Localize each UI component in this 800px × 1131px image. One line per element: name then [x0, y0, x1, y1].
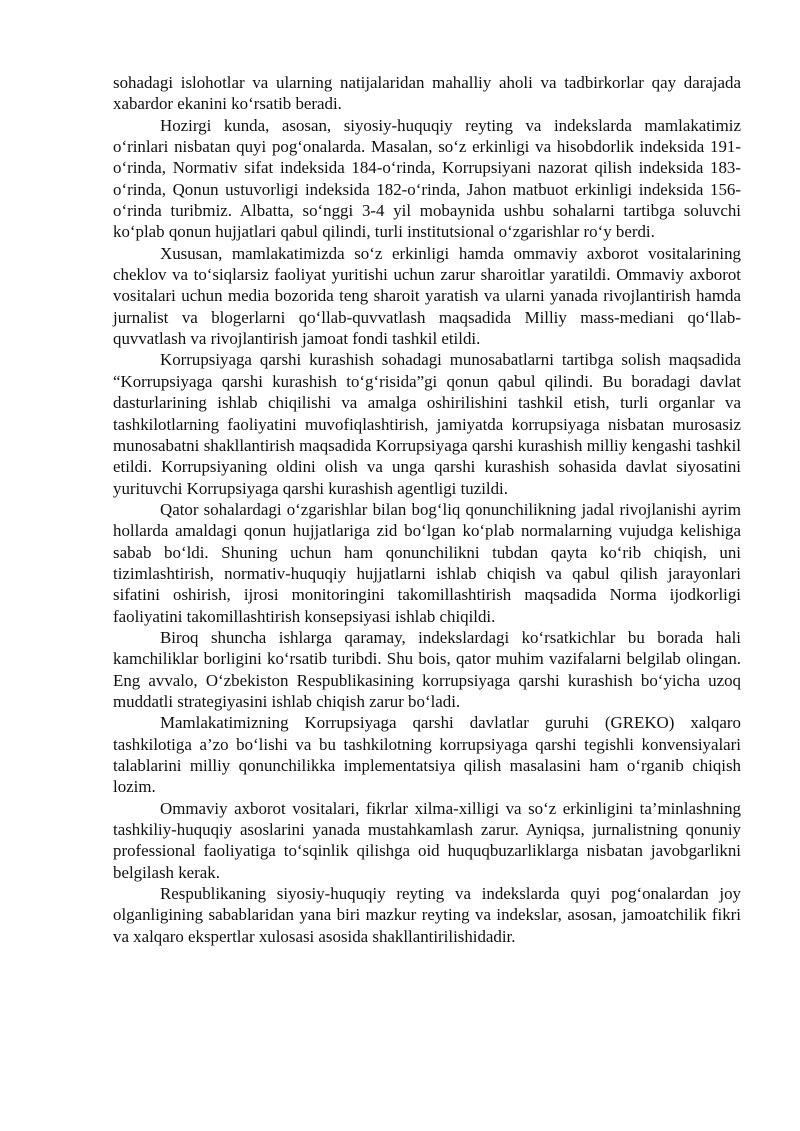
paragraph-8: Ommaviy axborot vositalari, fikrlar xilma-xilligi va so‘z erkinligini ta’minlashning tashkiliy-huquqiy asoslarini yanada mustahkamlash zarur. Ayniqsa, jurnalistning qonuniy professional faoliyatiga to‘sqinlik qilishga oid huquqbuzarliklarga nisbatan javobgarlikni belgilash kerak.	[113, 798, 741, 882]
body-text	[113, 72, 741, 947]
paragraph-2: Hozirgi kunda, asosan, siyosiy-huquqiy reyting va indekslarda mamlakatimiz o‘rinlari nisbatan quyi pog‘onalarda. Masalan, so‘z erkinligi va hisobdorlik indeksida 191-o‘rinda, Normativ sifat indeksida 184-o‘rinda, Korrupsiyani nazorat qilish indeksida 183-o‘rinda, Qonun ustuvorligi indeksida 182-o‘rinda, Jahon matbuot erkinligi indeksida 156-o‘rinda turibmiz. Albatta, so‘nggi 3-4 yil mobaynida ushbu sohalarni tartibga soluvchi ko‘plab qonun hujjatlari qabul qilindi, turli institutsional o‘zgarishlar ro‘y berdi.	[113, 115, 741, 242]
paragraph-6: Biroq shuncha ishlarga qaramay, indekslardagi ko‘rsatkichlar bu borada hali kamchiliklar borligini ko‘rsatib turibdi. Shu bois, qator muhim vazifalarni belgilab olingan. Eng avvalo, O‘zbekiston Respublikasining korrupsiyaga qarshi kurashish bo‘yicha uzoq muddatli strategiyasini ishlab chiqish zarur bo‘ladi.	[113, 627, 741, 711]
paragraph-7: Mamlakatimizning Korrupsiyaga qarshi davlatlar guruhi (GREKO) xalqaro tashkilotiga a’zo bo‘lishi va bu tashkilotning korrupsiyaga qarshi tegishli konvensiyalari talablarini milliy qonunchilikka implementatsiya qilish masalasini ham o‘rganib chiqish lozim.	[113, 713, 741, 797]
paragraph-3: Xususan, mamlakatimizda so‘z erkinligi hamda ommaviy axborot vositalarining cheklov va to‘siqlarsiz faoliyat yuritishi uchun zarur sharoitlar yaratildi. Ommaviy axborot vositalari uchun media bozorida teng sharoit yaratish va ularni yanada rivojlantirish hamda jurnalist va blogerlarni qo‘llab-quvvatlash maqsadida Milliy mass-mediani qo‘llab-quvvatlash va rivojlantirish jamoat fondi tashkil etildi.	[113, 243, 741, 349]
paragraph-9: Respublikaning siyosiy-huquqiy reyting va indekslarda quyi pog‘onalardan joy olganligining sabablaridan yana biri mazkur reyting va indekslar, asosan, jamoatchilik fikri va xalqaro ekspertlar xulosasi asosida shakllantirilishidadir.	[113, 884, 741, 946]
paragraph-1: sohadagi islohotlar va ularning natijalaridan mahalliy aholi va tadbirkorlar qay darajada xabardor ekanini ko‘rsatib beradi.	[113, 73, 741, 114]
paragraph-5: Qator sohalardagi o‘zgarishlar bilan bog‘liq qonunchilikning jadal rivojlanishi ayrim hollarda amaldagi qonun hujjatlariga zid bo‘lgan ko‘plab normalarning vujudga kelishiga sabab bo‘ldi. Shuning uchun ham qonunchilikni tubdan qayta ko‘rib chiqish, uni tizimlashtirish, normativ-huquqiy hujjatlarni ishlab chiqish va qabul qilish jarayonlari sifatini oshirish, ijrosi monitoringini takomillashtirish maqsadida Norma ijodkorligi faoliyatini takomillashtirish konsepsiyasi ishlab chiqildi.	[113, 499, 741, 626]
paragraph-4: Korrupsiyaga qarshi kurashish sohadagi munosabatlarni tartibga solish maqsadida “Korrupsiyaga qarshi kurashish to‘g‘risida”gi qonun qabul qilindi. Bu boradagi davlat dasturlarining ishlab chiqilishi va amalga oshirilishini tashkil etish, turli organlar va tashkilotlarning faoliyatini muvofiqlashtirish, jamiyatda korrupsiyaga nisbatan murosasiz munosabatni shakllantirish maqsadida Korrupsiyaga qarshi kurashish milliy kengashi tashkil etildi. Korrupsiyaning oldini olish va unga qarshi kurashish sohasida davlat siyosatini yurituvchi Korrupsiyaga qarshi kurashish agentligi tuzildi.	[113, 350, 741, 498]
